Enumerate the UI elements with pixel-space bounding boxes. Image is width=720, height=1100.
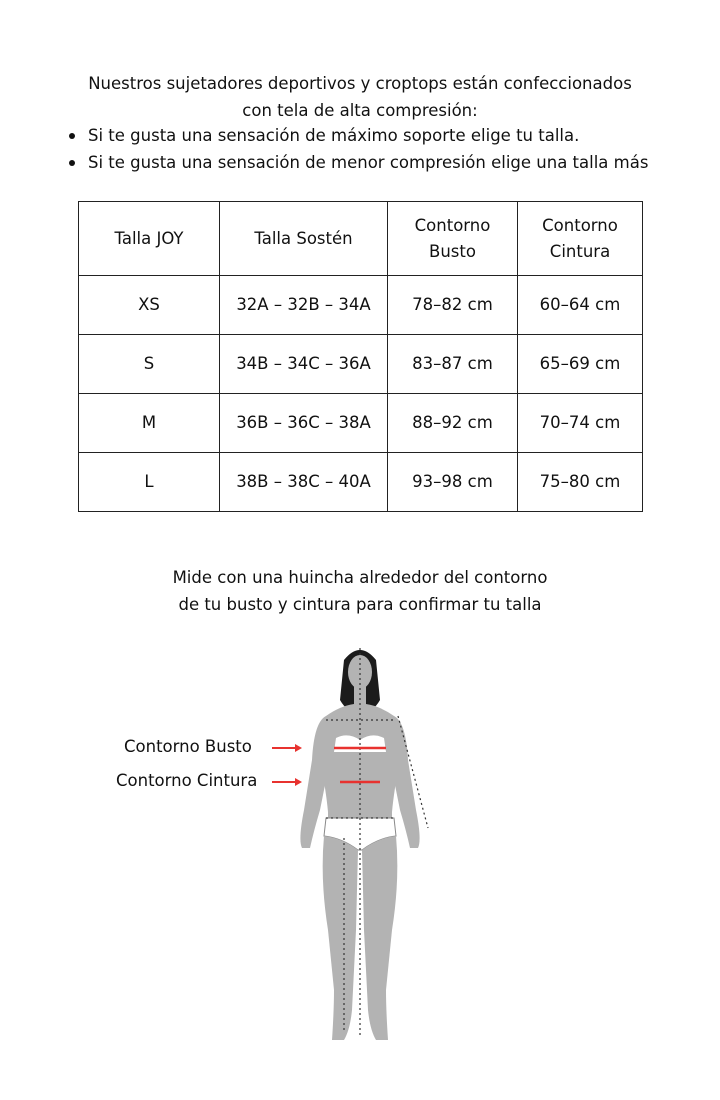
- female-body-icon: [300, 648, 428, 1040]
- cell-bust: 88–92 cm: [388, 394, 518, 453]
- header-talla-sosten: Talla Sostén: [220, 202, 388, 276]
- cell-bra-size: 32A – 32B – 34A: [220, 276, 388, 335]
- cell-size: XS: [79, 276, 220, 335]
- header-talla-joy: Talla JOY: [79, 202, 220, 276]
- measure-line-1: Mide con una huincha alrededor del contorno: [172, 568, 548, 587]
- bust-callout-label: Contorno Busto: [124, 737, 252, 756]
- cell-size: M: [79, 394, 220, 453]
- bust-arrow-icon: [272, 744, 302, 752]
- cell-bra-size: 38B – 38C – 40A: [220, 453, 388, 512]
- cell-bust: 78–82 cm: [388, 276, 518, 335]
- cell-waist: 65–69 cm: [518, 335, 643, 394]
- cell-bust: 93–98 cm: [388, 453, 518, 512]
- waist-arrow-icon: [272, 778, 302, 786]
- intro-line-2: con tela de alta compresión:: [242, 101, 478, 120]
- bullet-item: Si te gusta una sensación de menor compresión elige una talla más: [66, 149, 706, 176]
- measure-line-2: de tu busto y cintura para confirmar tu talla: [178, 595, 542, 614]
- cell-bra-size: 36B – 36C – 38A: [220, 394, 388, 453]
- cell-waist: 60–64 cm: [518, 276, 643, 335]
- waist-callout-label: Contorno Cintura: [116, 771, 258, 790]
- cell-bra-size: 34B – 34C – 36A: [220, 335, 388, 394]
- cell-size: L: [79, 453, 220, 512]
- cell-waist: 70–74 cm: [518, 394, 643, 453]
- cell-size: S: [79, 335, 220, 394]
- cell-waist: 75–80 cm: [518, 453, 643, 512]
- header-contorno-busto: Contorno Busto: [388, 202, 518, 276]
- bullet-item: Si te gusta una sensación de máximo soporte elige tu talla.: [66, 122, 706, 149]
- header-contorno-cintura: Contorno Cintura: [518, 202, 643, 276]
- intro-line-1: Nuestros sujetadores deportivos y croptops están confeccionados: [88, 74, 632, 93]
- cell-bust: 83–87 cm: [388, 335, 518, 394]
